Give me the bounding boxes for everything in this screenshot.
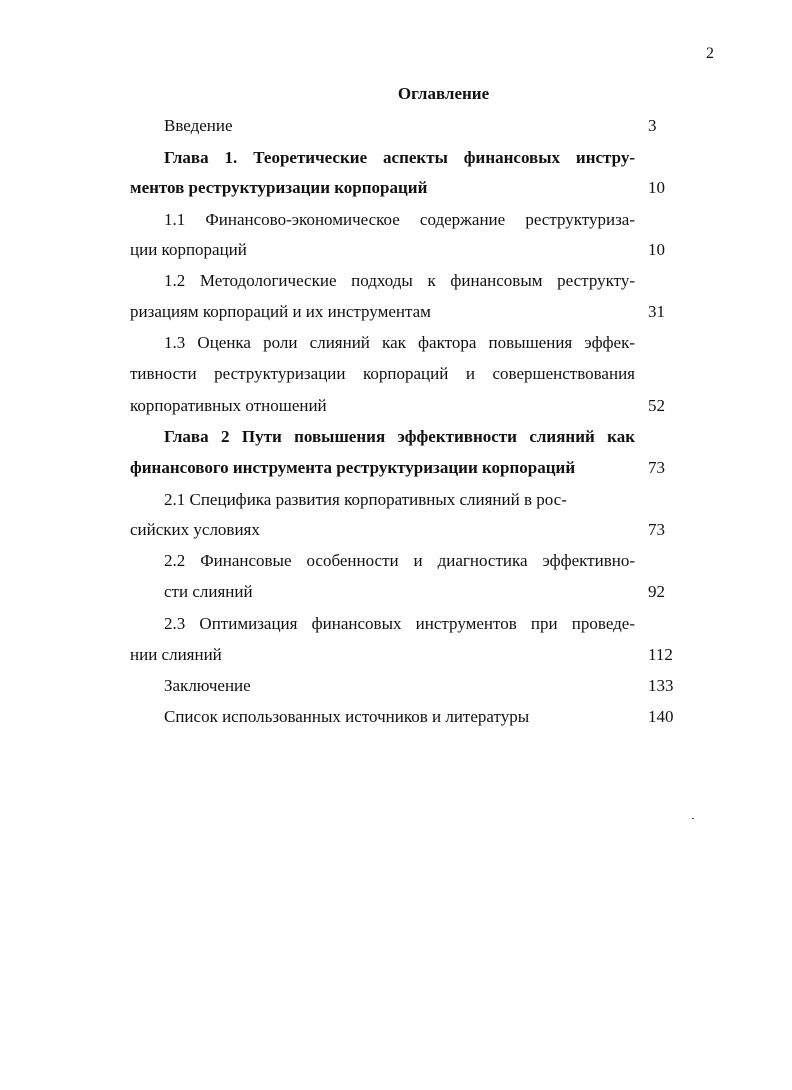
toc-entry-label: нии слияний: [130, 645, 222, 664]
toc-entry-label: 2.2 Финансовые особенности и диагностика эффективно-: [164, 551, 635, 570]
toc-entry-label: финансового инструмента реструктуризации корпораций: [130, 458, 576, 477]
toc-entry-label: 2.1 Специфика развития корпоративных слияний в рос-: [164, 490, 567, 509]
toc-entry-label: тивности реструктуризации корпораций и совершенствования: [130, 364, 635, 383]
toc-entry-label: Введение: [164, 116, 233, 135]
toc-entry-label: ментов реструктуризации корпораций: [130, 178, 428, 197]
toc-entry-page: 73: [648, 458, 665, 477]
toc-entry-page: 3: [648, 116, 657, 135]
page-number: 2: [706, 45, 714, 62]
scan-speck: [692, 818, 694, 819]
toc-entry-page: 31: [648, 302, 665, 321]
toc-entry-label: сийских условиях: [130, 520, 260, 539]
toc-entry-label: 1.2 Методологические подходы к финансовым реструкту-: [164, 271, 635, 290]
toc-entry-page: 10: [648, 240, 665, 259]
toc-entry-page: 73: [648, 520, 665, 539]
toc-entry-label: корпоративных отношений: [130, 396, 327, 415]
toc-entry-page: 133: [648, 676, 674, 695]
toc-entry-label: Глава 2 Пути повышения эффективности слияний как: [164, 427, 635, 446]
toc-title: Оглавление: [397, 84, 490, 103]
toc-entry-label: сти слияний: [164, 582, 253, 601]
toc-entry-page: 10: [648, 178, 665, 197]
toc-entry-label: 1.3 Оценка роли слияний как фактора повышения эффек-: [164, 333, 635, 352]
toc-entry-page: 92: [648, 582, 665, 601]
toc-entry-label: 2.3 Оптимизация финансовых инструментов при проведе-: [164, 614, 635, 633]
toc-entry-page: 140: [648, 707, 674, 726]
toc-entry-label: Список использованных источников и литературы: [164, 707, 530, 726]
toc-entry-page: 52: [648, 396, 665, 415]
toc-entry-page: 112: [648, 645, 673, 664]
toc-entry-label: Заключение: [164, 676, 251, 695]
toc-entry-label: Глава 1. Теоретические аспекты финансовых инстру-: [164, 148, 635, 167]
toc-entry-label: ризациям корпораций и их инструментам: [130, 302, 431, 321]
toc-entry-label: 1.1 Финансово-экономическое содержание реструктуриза-: [164, 210, 635, 229]
toc-entry-label: ции корпораций: [130, 240, 247, 259]
